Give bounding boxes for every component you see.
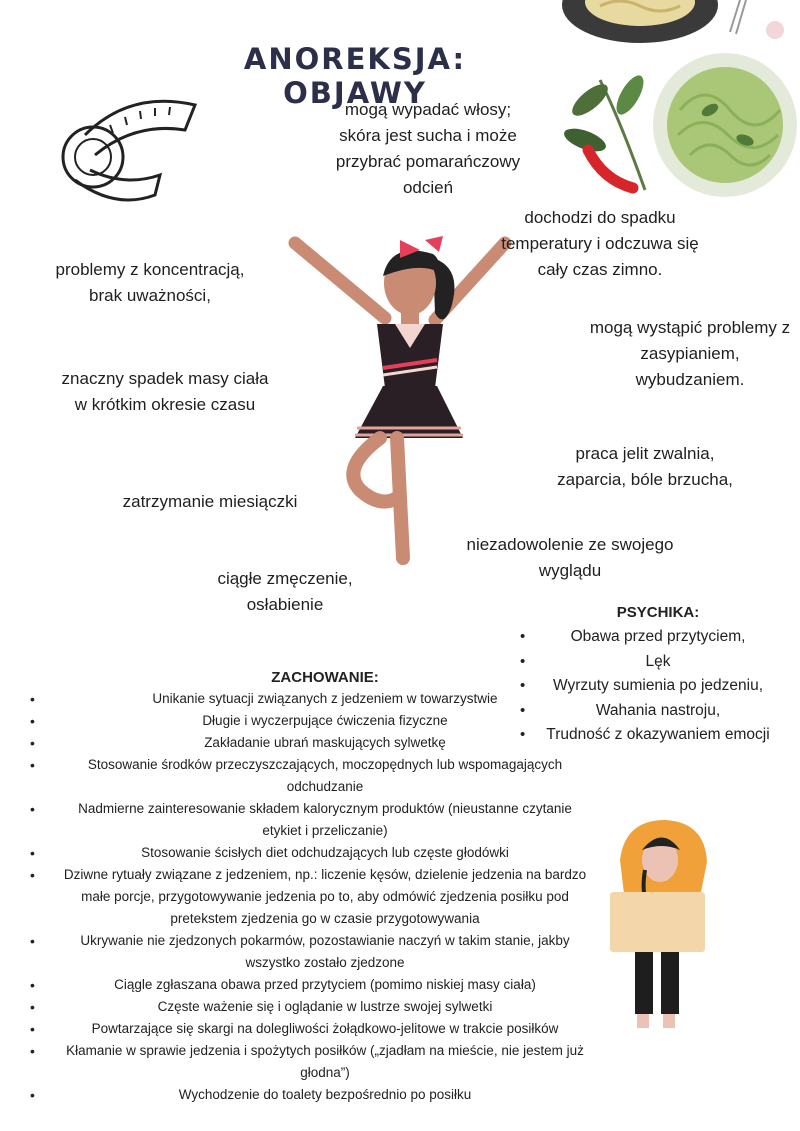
list-item: • Wychodzenie do toalety bezpośrednio po posiłku	[50, 1084, 600, 1106]
list-item: • Długie i wyczerpujące ćwiczenia fizyczne	[50, 710, 600, 732]
list-item: • Ciągle zgłaszana obawa przed przytyciem (pomimo niskiej masy ciała)	[50, 974, 600, 996]
behavior-heading: ZACHOWANIE:	[271, 669, 379, 686]
list-item: • Stosowanie środków przeczyszczających, moczopędnych lub wspomagających odchudzanie	[50, 754, 600, 798]
list-item: • Obawa przed przytyciem,	[528, 625, 788, 650]
symptom-concentration: problemy z koncentracją, brak uważności,	[55, 260, 245, 305]
symptom-menstruation: zatrzymanie miesiączki	[122, 492, 298, 511]
list-item: • Nadmierne zainteresowanie składem kalorycznym produktów (nieustanne czytanie etykiet i przeliczanie)	[50, 798, 600, 842]
symptom-sleep: mogą wystąpić problemy z zasypianiem, wybudzaniem.	[589, 318, 791, 389]
symptom-hair-skin: mogą wypadać włosy; skóra jest sucha i może przybrać pomarańczowy odcień	[335, 100, 521, 197]
list-item: • Powtarzające się skargi na dolegliwości żołądkowo-jelitowe w trakcie posiłków	[50, 1018, 600, 1040]
dancing-girl-illustration	[285, 228, 515, 568]
list-item: • Dziwne rytuały związane z jedzeniem, np.: liczenie kęsów, dzielenie jedzenia na bardzo małe porcje, przygotowywanie jedzenia po to, aby odmówić zjedzenia posiłku pod pretekstem zjedzenia go w czasie przygotowywania	[50, 864, 600, 930]
list-item: • Ukrywanie nie zjedzonych pokarmów, pozostawianie naczyń w takim stanie, jakby wszystko zostało zjedzone	[50, 930, 600, 974]
list-item: • Częste ważenie się i oglądanie w lustrze swojej sylwetki	[50, 996, 600, 1018]
list-item: • Unikanie sytuacji związanych z jedzeniem w towarzystwie	[50, 688, 600, 710]
symptom-intestines: praca jelit zwalnia, zaparcia, bóle brzucha,	[557, 444, 733, 489]
list-item: • Zakładanie ubrań maskujących sylwetkę	[50, 732, 600, 754]
food-bowls-illustration	[560, 0, 800, 200]
symptom-temperature: dochodzi do spadku temperatury i odczuwa się cały czas zimno.	[501, 208, 699, 279]
symptom-weight: znaczny spadek masy ciała w krótkim okresie czasu	[61, 369, 269, 414]
behavior-section	[50, 669, 600, 1106]
list-item: • Kłamanie w sprawie jedzenia i spożytych posiłków („zjadłam na mieście, nie jestem już głodna”)	[50, 1040, 600, 1084]
list-item: • Stosowanie ścisłych diet odchudzających lub częste głodówki	[50, 842, 600, 864]
symptom-fatigue: ciągłe zmęczenie, osłabienie	[217, 569, 353, 614]
list-item: • Trudność z okazywaniem emocji	[528, 723, 788, 748]
symptom-appearance: niezadowolenie ze swojego wyglądu	[466, 535, 674, 580]
psyche-heading: PSYCHIKA:	[616, 604, 700, 621]
girl-with-sign-illustration	[605, 820, 710, 1030]
list-item: • Wyrzuty sumienia po jedzeniu,	[528, 674, 788, 699]
behavior-list	[50, 688, 600, 1106]
page-title: ANOREKSJA: OBJAWY	[243, 42, 467, 110]
measuring-tape-icon	[55, 95, 205, 210]
list-item: • Lęk	[528, 650, 788, 675]
list-item: • Wahania nastroju,	[528, 699, 788, 724]
